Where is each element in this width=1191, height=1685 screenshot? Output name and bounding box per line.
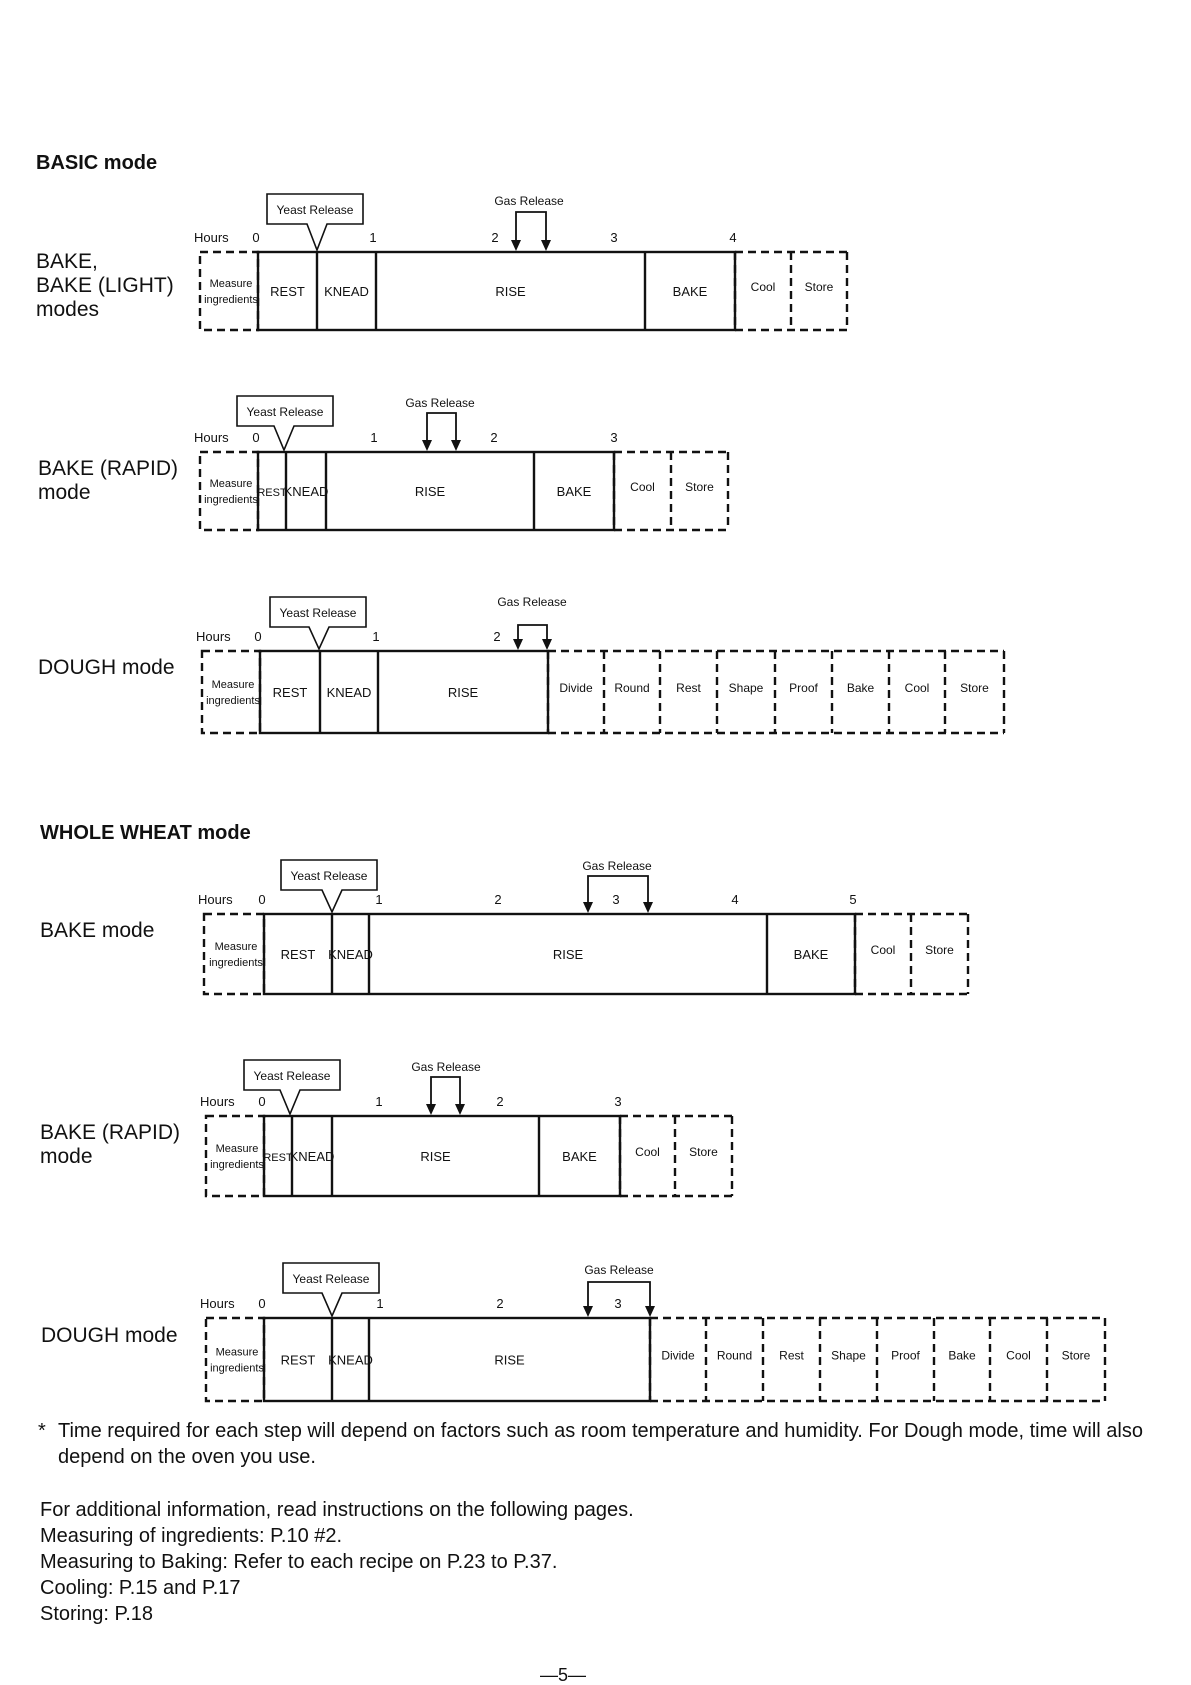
- hours-label: Hours: [200, 1296, 235, 1311]
- diagram-ww-rapid: [200, 1060, 732, 1196]
- measure-label: ingredients: [210, 1159, 264, 1171]
- yeast-release-label: Yeast Release: [253, 1069, 331, 1083]
- stage-divide: Divide: [661, 1348, 695, 1363]
- yeast-release-label: Yeast Release: [290, 869, 368, 883]
- stage-cool: Cool: [635, 1145, 660, 1159]
- gas-release-arrow-icon: [645, 1306, 655, 1317]
- stage-knead: KNEAD: [326, 685, 372, 700]
- measure-label: ingredients: [204, 294, 258, 306]
- gas-release-bracket: [431, 1077, 460, 1112]
- stage-rest: Rest: [779, 1348, 804, 1363]
- tick-label: 3: [610, 230, 618, 245]
- diagram-ww-dough: [200, 1263, 1105, 1401]
- stage-knead: KNEAD: [324, 284, 369, 299]
- hours-label: Hours: [196, 629, 231, 644]
- diagram-basic-bake: [194, 194, 847, 330]
- stage-bake: BAKE: [793, 947, 829, 962]
- stage-rest: Rest: [676, 681, 701, 695]
- stage-cool: Cool: [750, 280, 776, 294]
- solid-stage-frame: [264, 1318, 650, 1401]
- stage-bake: BAKE: [562, 1149, 597, 1164]
- stage-store: Store: [960, 681, 989, 695]
- measure-ingredients-box: [202, 651, 260, 733]
- tick-label: 2: [491, 230, 499, 245]
- stage-knead: KNEAD: [289, 1149, 335, 1164]
- info-line: Measuring to Baking: Refer to each recipe on P.23 to P.37.: [40, 1551, 558, 1573]
- label-line: BAKE (LIGHT): [36, 274, 174, 297]
- gas-release-arrow-icon: [422, 440, 432, 451]
- yeast-release-label: Yeast Release: [279, 606, 357, 620]
- gas-release-arrow-icon: [513, 639, 523, 650]
- stage-rest: REST: [263, 1152, 293, 1164]
- stage-rise: RISE: [495, 284, 526, 299]
- measure-ingredients-box: [206, 1116, 264, 1196]
- stage-bake: BAKE: [672, 284, 708, 299]
- gas-release-arrow-icon: [511, 240, 521, 251]
- stage-rise: RISE: [414, 484, 446, 499]
- measure-ingredients-box: [200, 452, 258, 530]
- gas-release-arrow-icon: [541, 240, 551, 251]
- hours-label: Hours: [200, 1094, 235, 1109]
- tick-label: 4: [731, 892, 739, 907]
- measure-label: Measure: [214, 941, 258, 953]
- stage-bake: BAKE: [556, 484, 592, 499]
- tick-label: 2: [490, 430, 498, 445]
- info-line: Measuring of ingredients: P.10 #2.: [40, 1525, 343, 1547]
- stage-knead: KNEAD: [328, 1352, 373, 1368]
- tick-label: 0: [258, 892, 266, 907]
- measure-label: Measure: [215, 1143, 259, 1155]
- diagram-basic-dough: [196, 595, 1004, 733]
- tick-label: 1: [376, 1296, 384, 1311]
- measure-label: ingredients: [210, 1362, 264, 1375]
- stage-store: Store: [804, 280, 834, 294]
- stage-store: Store: [925, 943, 954, 957]
- stage-rest: REST: [272, 685, 308, 700]
- gas-release-bracket: [427, 413, 456, 448]
- hours-label: Hours: [194, 230, 229, 245]
- diagram-basic-rapid: [194, 396, 728, 530]
- hours-label: Hours: [194, 430, 229, 445]
- tick-label: 0: [252, 430, 260, 445]
- yeast-release-callout: [281, 860, 377, 912]
- tick-label: 3: [612, 892, 620, 907]
- measure-ingredients-box: [204, 914, 264, 994]
- label-line: mode: [40, 1145, 93, 1168]
- gas-release-arrow-icon: [455, 1104, 465, 1115]
- gas-release-arrow-icon: [583, 1306, 593, 1317]
- yeast-release-label: Yeast Release: [292, 1272, 370, 1286]
- label-line: DOUGH mode: [38, 656, 175, 679]
- stage-rest: REST: [257, 487, 287, 499]
- tick-label: 1: [372, 629, 380, 644]
- stage-cool: Cool: [1006, 1348, 1031, 1363]
- tick-label: 4: [729, 230, 737, 245]
- tick-label: 3: [610, 430, 618, 445]
- page-number: —5—: [540, 1665, 587, 1685]
- gas-release-arrow-icon: [583, 902, 593, 913]
- measure-label: ingredients: [209, 957, 263, 969]
- stage-bake: Bake: [846, 681, 875, 695]
- stage-bake: Bake: [948, 1348, 976, 1363]
- measure-label: Measure: [211, 679, 255, 691]
- tick-label: 2: [494, 892, 502, 907]
- stage-shape: Shape: [831, 1348, 866, 1363]
- gas-release-arrow-icon: [643, 902, 653, 913]
- gas-release-arrow-icon: [451, 440, 461, 451]
- basic-mode-title: BASIC mode: [36, 152, 158, 174]
- gas-release-bracket: [516, 212, 546, 248]
- stage-proof: Proof: [789, 681, 818, 695]
- gas-release-label: Gas Release: [582, 859, 652, 873]
- stage-round: Round: [716, 1348, 753, 1363]
- tick-label: 2: [496, 1094, 504, 1109]
- tick-label: 0: [252, 230, 260, 245]
- stage-knead: KNEAD: [328, 947, 373, 962]
- tick-label: 0: [258, 1296, 266, 1311]
- stage-store: Store: [689, 1145, 718, 1159]
- label-line: DOUGH mode: [41, 1324, 178, 1347]
- hours-label: Hours: [198, 892, 233, 907]
- measure-label: ingredients: [204, 494, 258, 506]
- stage-cool: Cool: [870, 943, 896, 957]
- stage-proof: Proof: [891, 1348, 920, 1363]
- stage-rise: RISE: [420, 1149, 451, 1164]
- gas-release-bracket: [518, 625, 547, 647]
- gas-release-label: Gas Release: [494, 194, 564, 208]
- measure-ingredients-box: [206, 1318, 264, 1401]
- info-line: Cooling: P.15 and P.17: [40, 1577, 241, 1599]
- info-line: Storing: P.18: [40, 1603, 154, 1625]
- tick-label: 3: [614, 1296, 622, 1311]
- stage-divide: Divide: [559, 681, 593, 695]
- measure-label: Measure: [215, 1346, 259, 1359]
- label-line: BAKE,: [36, 250, 98, 273]
- info-line: For additional information, read instructions on the following pages.: [40, 1499, 634, 1521]
- measure-label: ingredients: [206, 695, 260, 707]
- diagram-ww-bake: [198, 859, 968, 994]
- stage-store: Store: [685, 480, 714, 494]
- label-line: modes: [36, 298, 100, 321]
- gas-release-label: Gas Release: [584, 1263, 654, 1277]
- stage-rise: RISE: [494, 1352, 525, 1368]
- yeast-release-label: Yeast Release: [276, 203, 354, 217]
- gas-release-arrow-icon: [426, 1104, 436, 1115]
- label-line: BAKE mode: [40, 919, 155, 942]
- additional-info: [40, 1497, 634, 1627]
- footnote: [38, 1418, 1158, 1470]
- label-line: BAKE (RAPID): [38, 457, 179, 480]
- tick-label: 1: [375, 1094, 383, 1109]
- yeast-release-callout: [283, 1263, 379, 1316]
- measure-ingredients-box: [200, 252, 258, 330]
- footnote-text: Time required for each step will depend on factors such as room temperature and humidity. For Dough mode, time will also depend on the oven you use.: [58, 1420, 1143, 1468]
- yeast-release-callout: [270, 597, 366, 649]
- label-line: BAKE (RAPID): [40, 1121, 181, 1144]
- tick-label: 0: [258, 1094, 266, 1109]
- tick-label: 2: [496, 1296, 504, 1311]
- stage-round: Round: [614, 681, 650, 695]
- stage-rise: RISE: [552, 947, 584, 962]
- gas-release-arrow-icon: [542, 639, 552, 650]
- tick-label: 3: [614, 1094, 622, 1109]
- tick-label: 1: [370, 430, 378, 445]
- stage-cool: Cool: [904, 681, 930, 695]
- stage-rise: RISE: [447, 685, 479, 700]
- gas-release-label: Gas Release: [497, 595, 567, 609]
- tick-label: 5: [849, 892, 857, 907]
- stage-rest: REST: [270, 284, 305, 299]
- stage-rest: REST: [280, 947, 316, 962]
- stage-cool: Cool: [630, 480, 655, 494]
- label-line: mode: [38, 481, 91, 504]
- tick-label: 2: [493, 629, 501, 644]
- yeast-release-label: Yeast Release: [246, 405, 324, 419]
- stage-store: Store: [1061, 1348, 1091, 1363]
- tick-label: 0: [254, 629, 262, 644]
- tick-label: 1: [369, 230, 377, 245]
- stage-shape: Shape: [728, 681, 764, 695]
- measure-label: Measure: [209, 278, 253, 290]
- gas-release-label: Gas Release: [405, 396, 475, 410]
- footnote-asterisk: *: [38, 1420, 46, 1442]
- gas-release-label: Gas Release: [411, 1060, 481, 1074]
- stage-rest: REST: [280, 1352, 316, 1368]
- measure-label: Measure: [209, 478, 253, 490]
- tick-label: 1: [375, 892, 383, 907]
- stage-knead: KNEAD: [283, 484, 329, 499]
- whole-wheat-mode-title: WHOLE WHEAT mode: [40, 822, 251, 844]
